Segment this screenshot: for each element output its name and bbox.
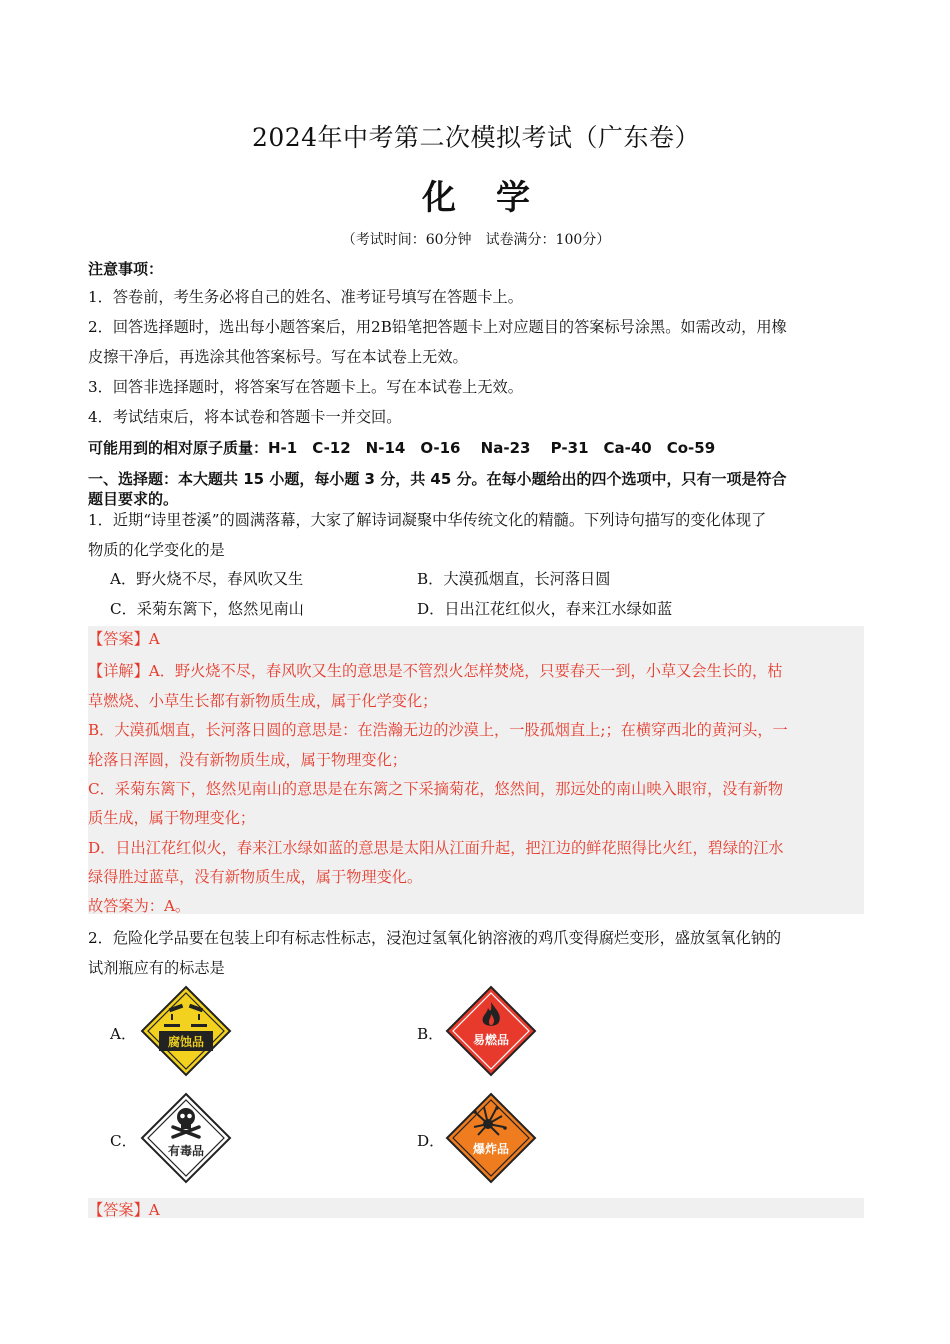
corrosive-sign-text: 腐蚀品 (167, 1035, 205, 1049)
section-heading: 一、选择题：本大题共 15 小题，每小题 3 分，共 45 分。在每小题给出的四个选项中，只有一项是符合 (88, 470, 787, 488)
q1-explain-line: 轮落日浑圆，没有新物质生成，属于物理变化； (88, 751, 407, 769)
q1-explain-line: B．大漠孤烟直，长河落日圆的意思是：在浩瀚无边的沙漠上，一股孤烟直上;；在横穿西北的黄河头，一 (88, 721, 788, 739)
q1-conclusion: 故答案为：A。 (88, 897, 191, 915)
notice-item: 2．回答选择题时，选出每小题答案后，用2B铅笔把答题卡上对应题目的答案标号涂黑。如需改动，用橡 (88, 318, 787, 336)
q1-stem-cont: 物质的化学变化的是 (88, 541, 225, 559)
q1-answer: 【答案】A (88, 630, 160, 648)
q1-option-a: A．野火烧不尽，春风吹又生 (110, 570, 304, 588)
notice-item: 4．考试结束后，将本试卷和答题卡一并交回。 (88, 408, 402, 426)
subject-title: 化学 (422, 178, 570, 218)
atomic-masses: 可能用到的相对原子质量：H-1 C-12 N-14 O-16 Na-23 P-31 Ca-40 Co-59 (88, 439, 716, 457)
exam-meta: （考试时间：60分钟 试卷满分：100分） (341, 232, 611, 248)
q1-explain-line: 绿得胜过蓝草，没有新物质生成，属于物理变化。 (88, 868, 423, 886)
q1-explain-line: 【详解】A．野火烧不尽，春风吹又生的意思是不管烈火怎样焚烧，只要春天一到，小草又会生长的，枯 (88, 662, 783, 680)
toxic-sign-text: 有毒品 (167, 1144, 205, 1158)
q1-stem: 1．近期“诗里苍溪”的圆满落幕，大家了解诗词凝聚中华传统文化的精髓。下列诗句描写的变化体现了 (88, 511, 767, 529)
q2-answer: 【答案】A (88, 1201, 160, 1219)
explosive-sign-text: 爆炸品 (472, 1142, 510, 1156)
notice-item: 皮擦干净后，再选涂其他答案标号。写在本试卷上无效。 (88, 348, 468, 366)
q1-explain-line: 质生成，属于物理变化； (88, 809, 256, 827)
exam-title: 2024年中考第二次模拟考试（广东卷） (251, 123, 701, 152)
flammable-sign-text: 易燃品 (472, 1033, 510, 1047)
q2-option-b-label: B． (417, 1025, 444, 1043)
notice-heading: 注意事项： (88, 260, 164, 278)
corrosive-sign-icon (139, 984, 233, 1078)
q1-option-b: B．大漠孤烟直，长河落日圆 (417, 570, 611, 588)
q1-option-d: D．日出江花红似火，春来江水绿如蓝 (417, 600, 673, 618)
q2-option-a-label: A． (110, 1025, 137, 1043)
toxic-sign-icon (139, 1091, 233, 1185)
flammable-sign-icon (444, 984, 538, 1078)
explosive-sign-icon (444, 1091, 538, 1185)
q2-option-c-label: C． (110, 1132, 137, 1150)
q1-explain-line: 草燃烧、小草生长都有新物质生成，属于化学变化； (88, 692, 438, 710)
q1-option-c: C．采菊东篱下，悠然见南山 (110, 600, 304, 618)
notice-item: 3．回答非选择题时，将答案写在答题卡上。写在本试卷上无效。 (88, 378, 523, 396)
q2-option-d-label: D． (417, 1132, 445, 1150)
notice-item: 1．答卷前，考生务必将自己的姓名、准考证号填写在答题卡上。 (88, 288, 523, 306)
q2-stem: 2．危险化学品要在包装上印有标志性标志，浸泡过氢氧化钠溶液的鸡爪变得腐烂变形，盛放氢氧化钠的 (88, 929, 782, 947)
q1-explain-line: D．日出江花红似火，春来江水绿如蓝的意思是太阳从江面升起，把江边的鲜花照得比火红，碧绿的江水 (88, 839, 784, 857)
q2-stem-cont: 试剂瓶应有的标志是 (88, 959, 225, 977)
section-heading-cont: 题目要求的。 (88, 490, 179, 508)
q1-explain-line: C．采菊东篱下，悠然见南山的意思是在东篱之下采摘菊花，悠然间，那远处的南山映入眼帘，没有新物 (88, 780, 784, 798)
